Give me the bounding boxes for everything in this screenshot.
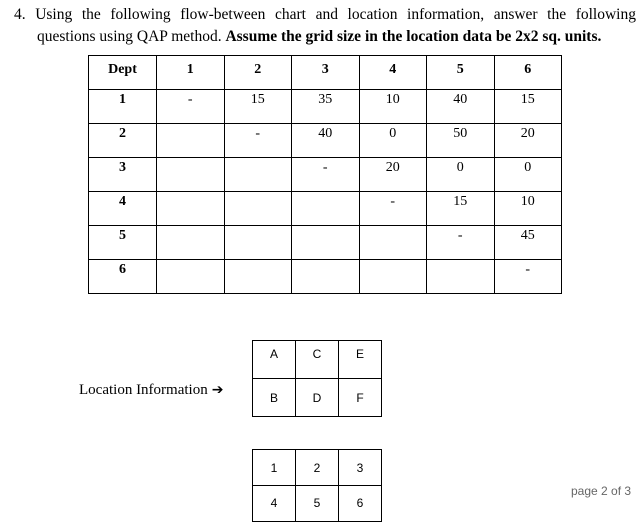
flow-table-cell: 20 xyxy=(494,124,562,158)
question-word: the xyxy=(547,6,567,23)
flow-table-cell: 45 xyxy=(494,226,562,260)
flow-table-row-header: 2 xyxy=(89,124,157,158)
page-number: page 2 of 3 xyxy=(571,484,632,498)
flow-table-cell xyxy=(224,192,292,226)
location-cell: D xyxy=(296,379,339,417)
flow-table-cell: 50 xyxy=(427,124,495,158)
flow-table-row-header: 4 xyxy=(89,192,157,226)
location-label-text: Location Information xyxy=(79,382,208,398)
flow-table-cell xyxy=(359,260,427,294)
flow-table-cell: 10 xyxy=(494,192,562,226)
flow-table-row-header: 1 xyxy=(89,90,157,124)
flow-table-cell xyxy=(157,260,225,294)
flow-table-cell xyxy=(292,192,360,226)
flow-table-cell: - xyxy=(427,226,495,260)
location-letter-grid xyxy=(252,340,382,417)
flow-table-cell: - xyxy=(359,192,427,226)
flow-table-cell: 15 xyxy=(224,90,292,124)
location-number-cell: 4 xyxy=(253,486,296,522)
question-text xyxy=(14,4,636,48)
flow-table-cell: 40 xyxy=(427,90,495,124)
location-number-cell: 3 xyxy=(339,450,382,486)
flow-table-cell xyxy=(224,260,292,294)
question-word: the xyxy=(81,6,101,23)
question-line-2 xyxy=(14,26,636,48)
number-grid-row xyxy=(253,450,382,486)
location-number-cell: 1 xyxy=(253,450,296,486)
flow-table-cell: 20 xyxy=(359,158,427,192)
location-cell: E xyxy=(339,341,382,379)
flow-table-row xyxy=(89,226,562,260)
flow-table-cell: 15 xyxy=(494,90,562,124)
location-number-cell: 6 xyxy=(339,486,382,522)
flow-table-row xyxy=(89,260,562,294)
letter-grid-row xyxy=(253,379,382,417)
flow-table-cell: 10 xyxy=(359,90,427,124)
flow-table-column-header: 2 xyxy=(224,56,292,90)
flow-table-cell xyxy=(157,124,225,158)
flow-table-row xyxy=(89,124,562,158)
location-number-grid xyxy=(252,449,382,522)
letter-grid-row xyxy=(253,341,382,379)
number-grid-row xyxy=(253,486,382,522)
location-information-label xyxy=(79,382,223,399)
location-cell: A xyxy=(253,341,296,379)
flow-table-column-header: 1 xyxy=(157,56,225,90)
flow-table-header-row xyxy=(89,56,562,90)
flow-table-cell: 35 xyxy=(292,90,360,124)
location-cell: B xyxy=(253,379,296,417)
question-method-text: questions using QAP method. xyxy=(37,28,222,45)
flow-table-cell: - xyxy=(224,124,292,158)
flow-table-cell xyxy=(224,226,292,260)
location-number-cell: 2 xyxy=(296,450,339,486)
right-arrow-icon: ➔ xyxy=(211,382,224,398)
question-line-1 xyxy=(14,4,636,26)
flow-table-row-header: 5 xyxy=(89,226,157,260)
flow-table-row-header: 3 xyxy=(89,158,157,192)
flow-table-row xyxy=(89,158,562,192)
flow-table-cell: 0 xyxy=(427,158,495,192)
flow-table-cell xyxy=(157,158,225,192)
question-word: Using xyxy=(35,6,73,23)
flow-table-cell xyxy=(292,260,360,294)
flow-table-cell xyxy=(427,260,495,294)
question-word: flow-between xyxy=(180,6,266,23)
flow-table-corner-header: Dept xyxy=(89,56,157,90)
flow-table-cell: 40 xyxy=(292,124,360,158)
question-word: location xyxy=(347,6,398,23)
flow-table-cell xyxy=(224,158,292,192)
flow-table-cell xyxy=(157,192,225,226)
question-assumption-text: Assume the grid size in the location data be 2x2 sq. units. xyxy=(225,28,602,45)
flow-table-row xyxy=(89,90,562,124)
flow-table-column-header: 5 xyxy=(427,56,495,90)
flow-table-cell xyxy=(157,226,225,260)
flow-table-cell: 0 xyxy=(359,124,427,158)
question-word: following xyxy=(575,6,636,23)
flow-table-cell xyxy=(292,226,360,260)
flow-table-row xyxy=(89,192,562,226)
question-word: answer xyxy=(493,6,538,23)
flow-table-cell: - xyxy=(292,158,360,192)
location-cell: F xyxy=(339,379,382,417)
flow-table-column-header: 3 xyxy=(292,56,360,90)
flow-table-cell: - xyxy=(494,260,562,294)
question-word: chart xyxy=(275,6,306,23)
flow-table-cell: - xyxy=(157,90,225,124)
flow-table-cell: 0 xyxy=(494,158,562,192)
flow-table-cell xyxy=(359,226,427,260)
question-number: 4. xyxy=(14,6,26,23)
location-number-cell: 5 xyxy=(296,486,339,522)
location-cell: C xyxy=(296,341,339,379)
flow-table-column-header: 4 xyxy=(359,56,427,90)
flow-table-cell: 15 xyxy=(427,192,495,226)
question-word: information, xyxy=(407,6,485,23)
flow-table-row-header: 6 xyxy=(89,260,157,294)
flow-between-table xyxy=(88,55,562,294)
flow-table-column-header: 6 xyxy=(494,56,562,90)
question-word: following xyxy=(110,6,171,23)
question-word: and xyxy=(315,6,338,23)
